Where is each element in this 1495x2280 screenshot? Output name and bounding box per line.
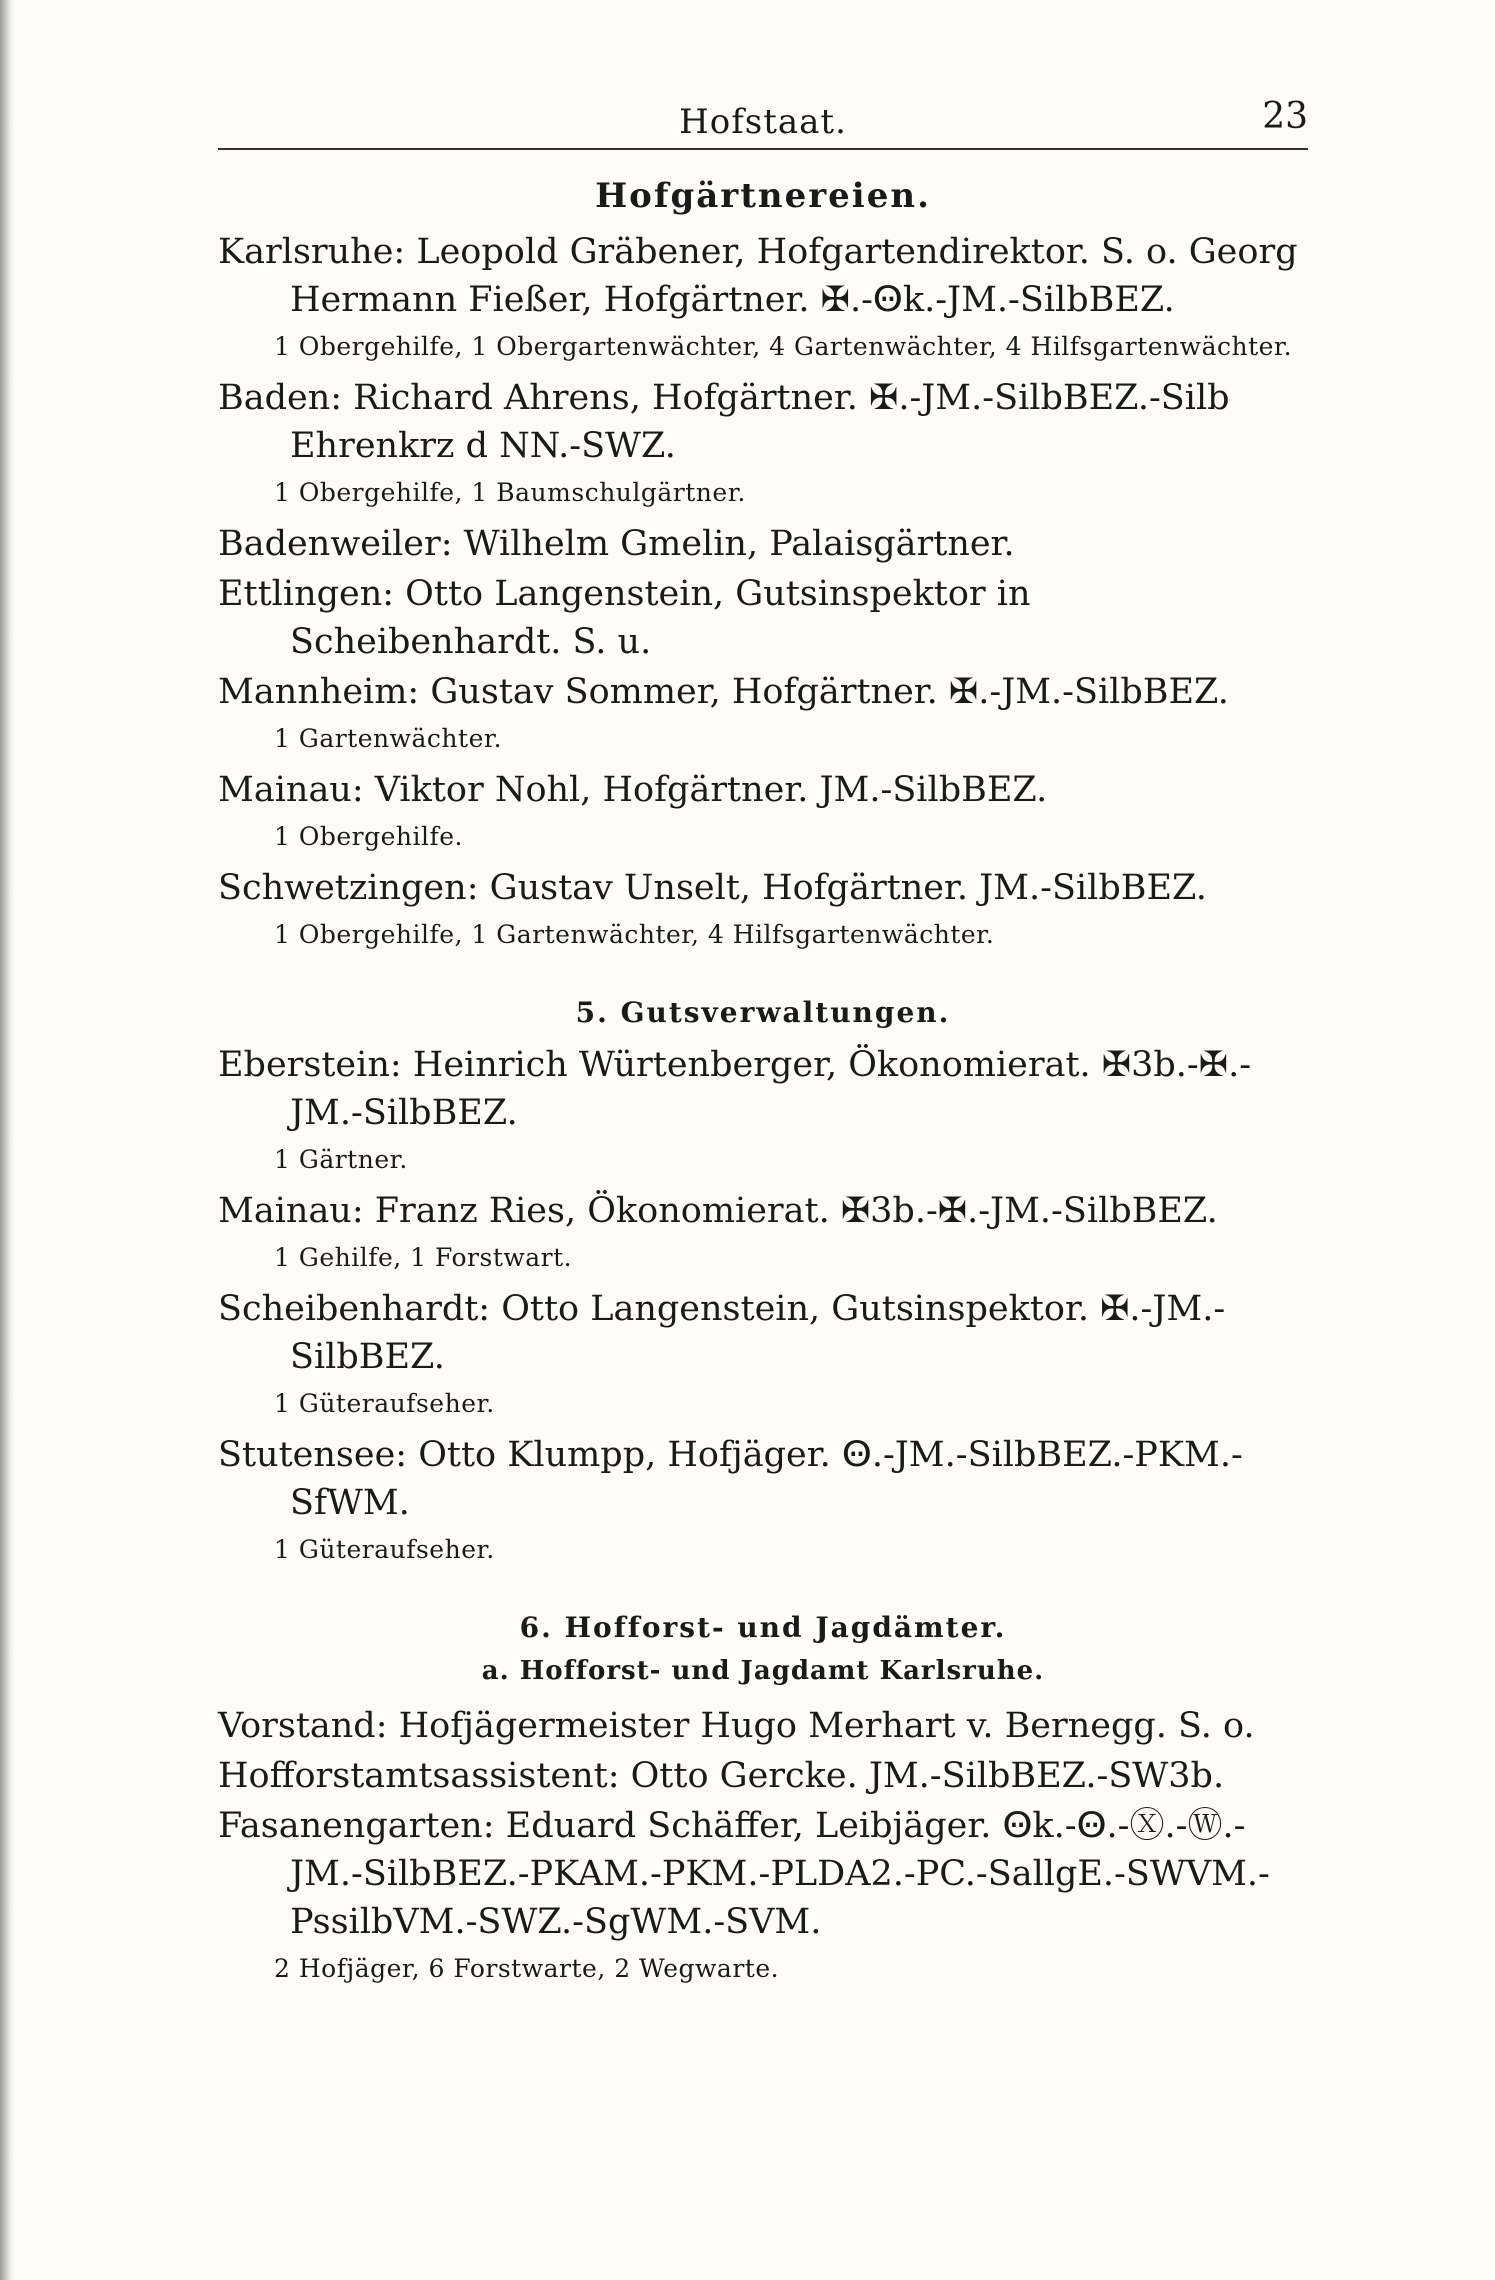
section-title-gutsverwaltungen: 5. Gutsverwaltungen. bbox=[575, 996, 951, 1029]
section-title-jagdaemter: 6. Hofforst- und Jagdämter. bbox=[519, 1611, 1007, 1644]
staff-fasanengarten: 2 Hofjäger, 6 Forstwarte, 2 Wegwarte. bbox=[274, 1954, 780, 1983]
entry-badenweiler: Badenweiler: Wilhelm Gmelin, Palaisgärtner. bbox=[218, 524, 1015, 564]
running-title: Hofstaat. bbox=[679, 102, 847, 142]
entry-fasanengarten: Fasanengarten: Eduard Schäffer, Leibjäger. Ꙫk.-Ꙫ.-Ⓧ.-Ⓦ.-JM.-SilbBEZ.-PKAM.-PKM.-PLDA2.-PC.-SallgE.-SWVM.-PssilbVM.-SWZ.-SgWM.-SVM. bbox=[218, 1806, 1270, 1942]
staff-karlsruhe: 1 Obergehilfe, 1 Obergartenwächter, 4 Gartenwächter, 4 Hilfsgartenwächter. bbox=[274, 332, 1293, 361]
entry-schwetzingen: Schwetzingen: Gustav Unselt, Hofgärtner. JM.-SilbBEZ. bbox=[218, 868, 1207, 908]
staff-scheibenhardt: 1 Güteraufseher. bbox=[274, 1389, 495, 1418]
page-number: 23 bbox=[1262, 96, 1308, 137]
scan-edge-shadow bbox=[0, 0, 14, 2280]
staff-baden: 1 Obergehilfe, 1 Baumschulgärtner. bbox=[274, 478, 746, 507]
staff-eberstein: 1 Gärtner. bbox=[274, 1145, 408, 1174]
entry-karlsruhe: Karlsruhe: Leopold Gräbener, Hofgartendirektor. S. o. Georg Hermann Fießer, Hofgärtner. ✠.-Ꙫk.-JM.-SilbBEZ. bbox=[218, 232, 1298, 320]
entry-hofforstamtsassistent: Hofforstamtsassistent: Otto Gercke. JM.-SilbBEZ.-SW3b. bbox=[218, 1756, 1225, 1796]
staff-stutensee: 1 Güteraufseher. bbox=[274, 1535, 495, 1564]
entry-mannheim: Mannheim: Gustav Sommer, Hofgärtner. ✠.-JM.-SilbBEZ. bbox=[218, 672, 1229, 712]
staff-mainau-gut: 1 Gehilfe, 1 Forstwart. bbox=[274, 1243, 573, 1272]
staff-mainau-hofgarten: 1 Obergehilfe. bbox=[274, 822, 463, 851]
entry-stutensee: Stutensee: Otto Klumpp, Hofjäger. Ꙫ.-JM.-SilbBEZ.-PKM.-SfWM. bbox=[218, 1435, 1243, 1523]
hofgaertnereien-list bbox=[218, 228, 1308, 952]
entry-ettlingen: Ettlingen: Otto Langenstein, Gutsinspektor in Scheibenhardt. S. u. bbox=[218, 574, 1031, 662]
entry-scheibenhardt: Scheibenhardt: Otto Langenstein, Gutsinspektor. ✠.-JM.-SilbBEZ. bbox=[218, 1289, 1226, 1377]
running-head bbox=[218, 96, 1308, 150]
staff-schwetzingen: 1 Obergehilfe, 1 Gartenwächter, 4 Hilfsgartenwächter. bbox=[274, 920, 995, 949]
jagdaemter-list bbox=[218, 1702, 1308, 1986]
section-title-hofgaertnereien: Hofgärtnereien. bbox=[595, 176, 931, 216]
book-page bbox=[218, 96, 1308, 1996]
staff-mannheim: 1 Gartenwächter. bbox=[274, 724, 503, 753]
entry-mainau-hofgarten: Mainau: Viktor Nohl, Hofgärtner. JM.-SilbBEZ. bbox=[218, 770, 1048, 810]
entry-vorstand: Vorstand: Hofjägermeister Hugo Merhart v. Bernegg. S. o. bbox=[218, 1706, 1255, 1746]
entry-eberstein: Eberstein: Heinrich Würtenberger, Ökonomierat. ✠3b.-✠.-JM.-SilbBEZ. bbox=[218, 1045, 1252, 1133]
entry-mainau-gut: Mainau: Franz Ries, Ökonomierat. ✠3b.-✠.-JM.-SilbBEZ. bbox=[218, 1191, 1218, 1231]
gutsverwaltungen-list bbox=[218, 1041, 1308, 1567]
subsection-title-karlsruhe: a. Hofforst- und Jagdamt Karlsruhe. bbox=[481, 1656, 1045, 1686]
entry-baden: Baden: Richard Ahrens, Hofgärtner. ✠.-JM.-SilbBEZ.-Silb Ehrenkrz d NN.-SWZ. bbox=[218, 378, 1230, 466]
